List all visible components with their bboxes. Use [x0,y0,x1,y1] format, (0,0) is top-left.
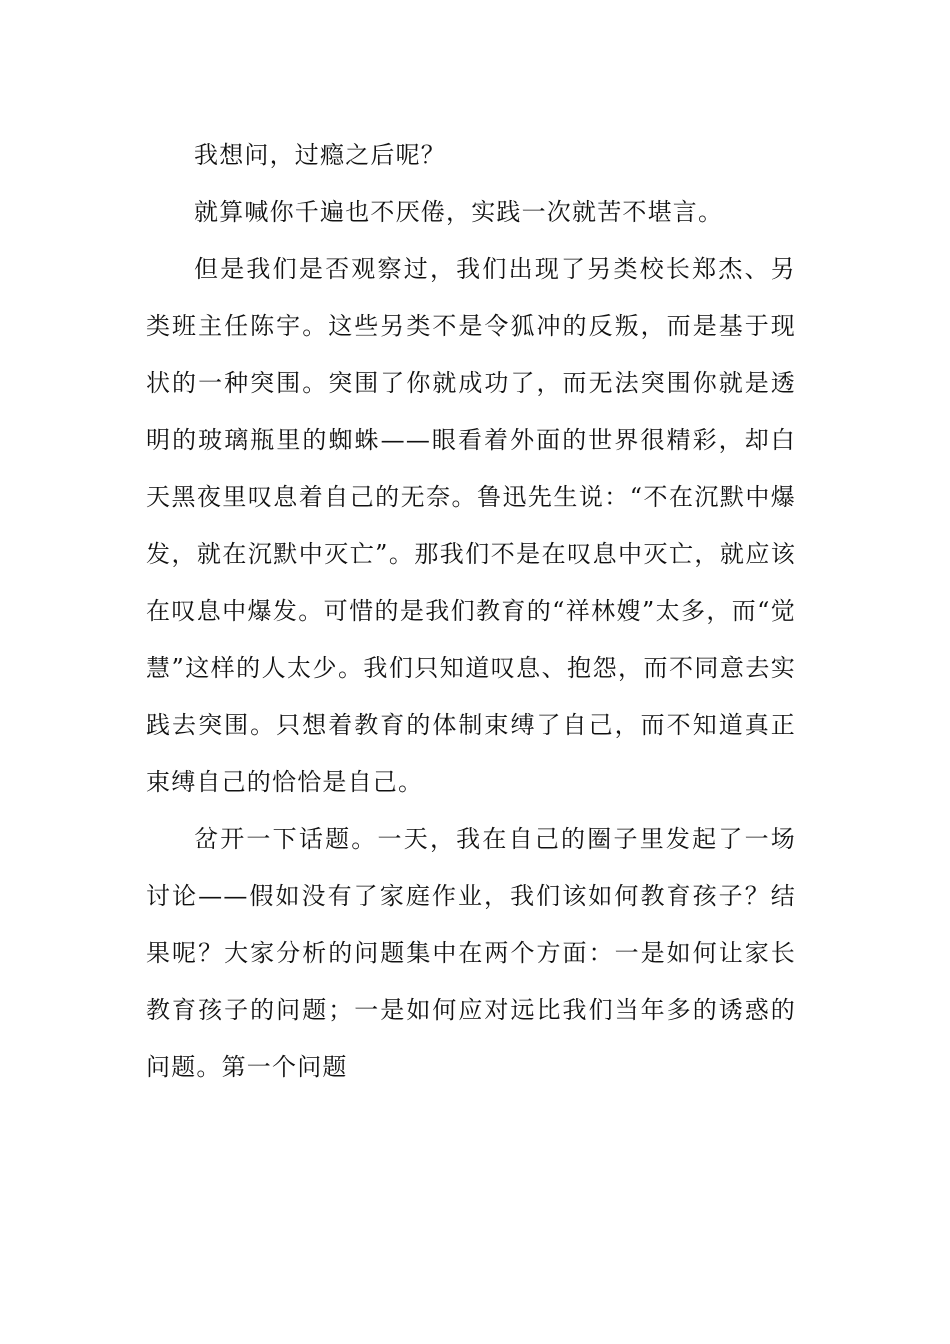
paragraph-4: 岔开一下话题。一天，我在自己的圈子里发起了一场讨论——假如没有了家庭作业，我们该如何教育孩子？结果呢？大家分析的问题集中在两个方面：一是如何让家长教育孩子的问题；一是如何应对远比我们当年多的诱惑的问题。第一个问题 [146,825,796,1081]
paragraph-2: 就算喊你千遍也不厌倦，实践一次就苦不堪言。 [194,198,724,226]
paragraph-1: 我想问，过瘾之后呢？ [194,141,446,169]
paragraph-3: 但是我们是否观察过，我们出现了另类校长郑杰、另类班主任陈宇。这些另类不是令狐冲的反叛，而是基于现状的一种突围。突围了你就成功了，而无法突围你就是透明的玻璃瓶里的蜘蛛——眼看着外面的世界很精彩，却白天黑夜里叹息着自己的无奈。鲁迅先生说：“不在沉默中爆发，就在沉默中灭亡”。那我们不是在叹息中灭亡，就应该在叹息中爆发。可惜的是我们教育的“祥林嫂”太多，而“觉慧”这样的人太少。我们只知道叹息、抱怨，而不同意去实践去突围。只想着教育的体制束缚了自己，而不知道真正束缚自己的恰恰是自己。 [146,255,796,796]
document-page [146,127,796,1096]
